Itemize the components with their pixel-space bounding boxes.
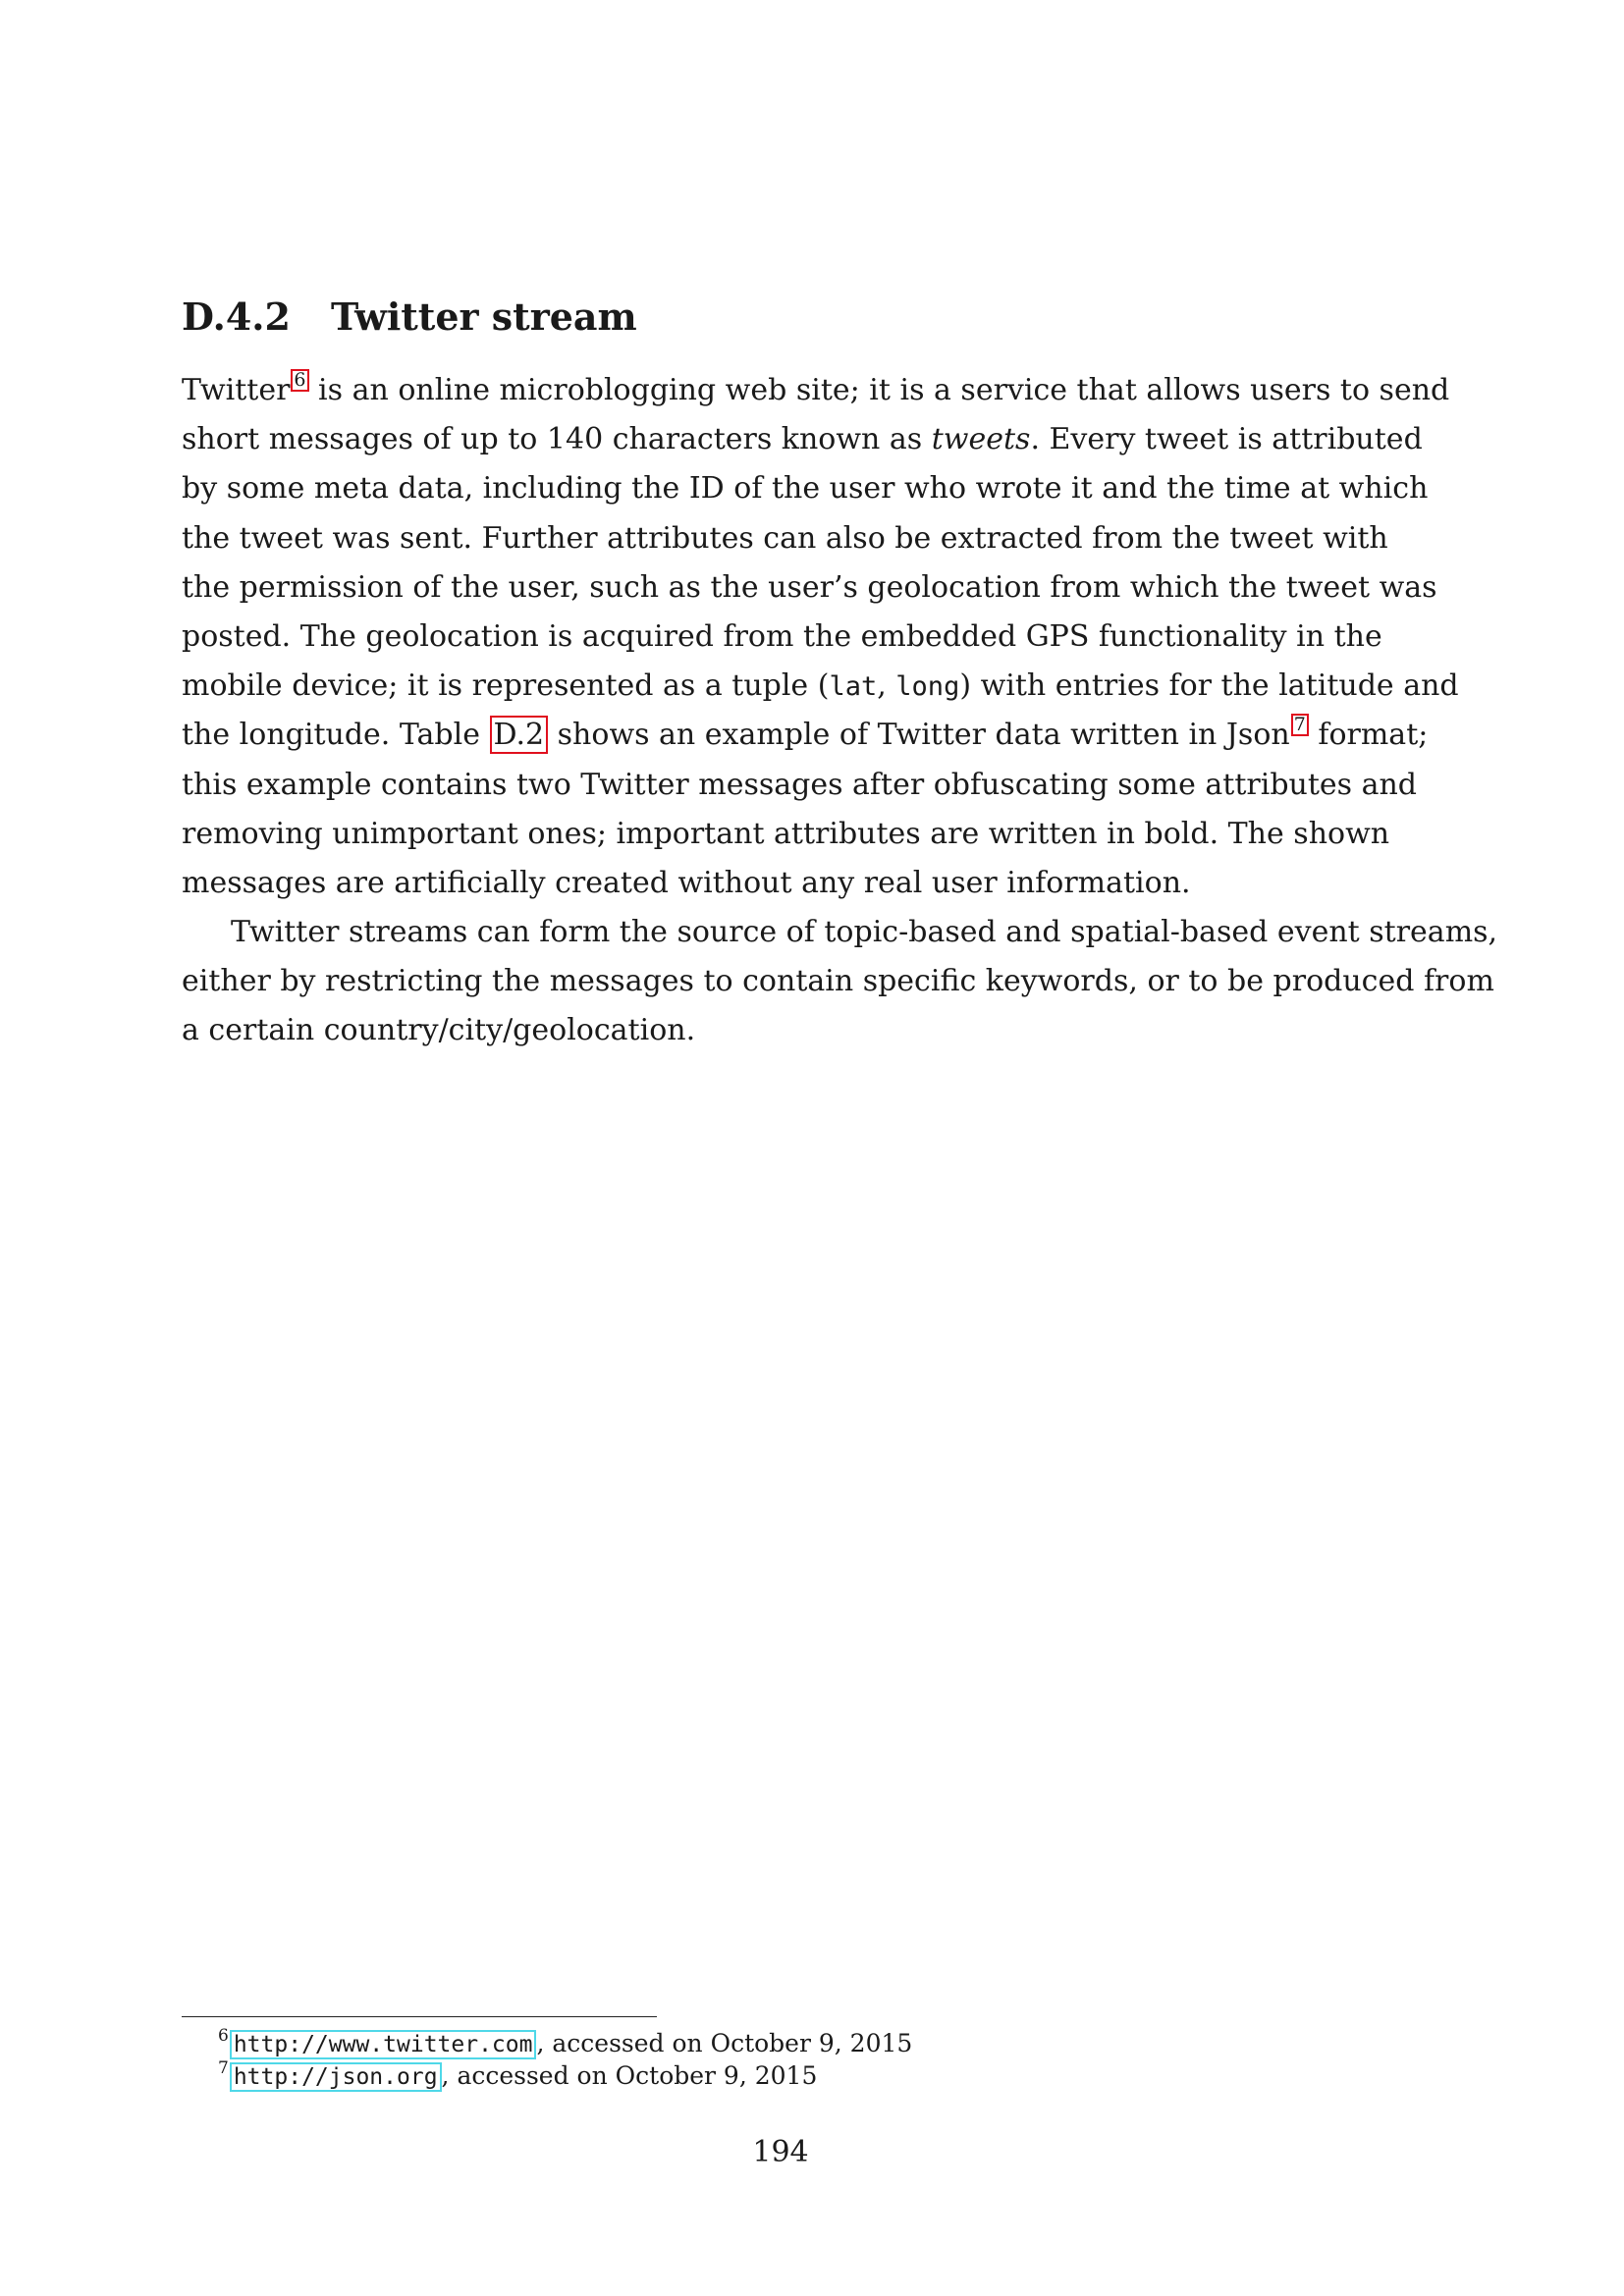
text-line: either by restricting the messages to contain specific keywords, or to be produced from (182, 964, 1494, 999)
text-line: messages are artificially created without any real user information. (182, 865, 1191, 900)
section-heading (182, 293, 637, 342)
section-number: D.4.2 (182, 294, 291, 339)
footnote-link-6[interactable]: 6 (291, 369, 308, 392)
footnote-link-7[interactable]: 7 (1291, 714, 1309, 736)
text-line (182, 711, 1429, 760)
text-line: posted. The geolocation is acquired from the embedded GPS functionality in the (182, 618, 1382, 654)
page-number: 194 (752, 2135, 809, 2169)
text-fragment: mobile device; it is represented as a tuple ( (182, 668, 830, 704)
text-fragment: . Every tweet is attributed (1030, 422, 1423, 457)
text-fragment: shows an example of Twitter data written in Json (548, 718, 1290, 753)
paragraph-2 (182, 908, 1498, 1056)
text-line: the tweet was sent. Further attributes can also be extracted from the tweet with (182, 520, 1388, 556)
text-fragment: ) with entries for the latitude and (959, 668, 1459, 704)
footnote-6 (218, 2025, 913, 2060)
footnote-text: , accessed on October 9, 2015 (536, 2029, 913, 2057)
emphasis-tweets: tweets (931, 422, 1031, 457)
table-reference-link[interactable]: D.2 (490, 716, 549, 754)
text-line: this example contains two Twitter messages after obfuscating some attributes and (182, 767, 1417, 802)
footnote-url-link[interactable]: http://www.twitter.com (230, 2030, 537, 2059)
text-fragment: Twitter (182, 373, 291, 407)
text-line (182, 366, 1450, 415)
footnote-7 (218, 2057, 818, 2093)
code-long: long (895, 671, 960, 703)
code-lat: lat (829, 671, 878, 703)
text-line (182, 415, 1423, 464)
text-fragment: short messages of up to 140 characters known as (182, 422, 932, 457)
footnote-text: , accessed on October 9, 2015 (441, 2061, 818, 2090)
text-line: a certain country/city/geolocation. (182, 1013, 696, 1048)
text-line: the permission of the user, such as the user’s geolocation from which the tweet was (182, 569, 1437, 605)
paragraph-1 (182, 366, 1459, 908)
text-line: removing unimportant ones; important attributes are written in bold. The shown (182, 816, 1390, 851)
section-title: Twitter stream (331, 294, 637, 339)
text-fragment: format; (1308, 718, 1429, 753)
text-line: Twitter streams can form the source of topic-based and spatial-based event streams, (231, 915, 1498, 949)
footnote-divider (182, 2016, 657, 2017)
text-fragment: , (877, 668, 896, 704)
footnote-url-link[interactable]: http://json.org (230, 2062, 442, 2092)
text-line (182, 662, 1459, 711)
text-line: by some meta data, including the ID of the user who wrote it and the time at which (182, 471, 1429, 507)
text-fragment: is an online microblogging web site; it is a service that allows users to send (308, 373, 1450, 407)
text-fragment: the longitude. Table (182, 718, 490, 753)
footnote-mark: 7 (218, 2057, 229, 2078)
footnote-mark: 6 (218, 2025, 229, 2046)
